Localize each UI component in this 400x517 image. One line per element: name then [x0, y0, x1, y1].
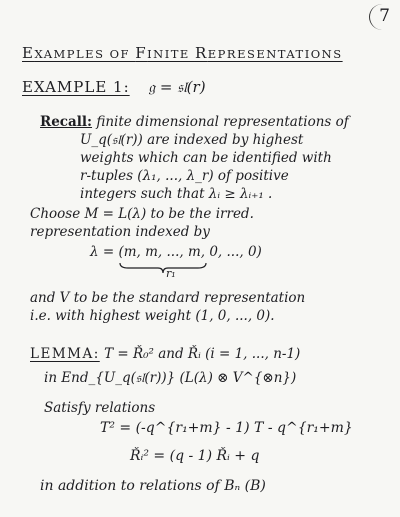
choose-line-2: representation indexed by	[30, 224, 210, 240]
title-part: E	[22, 44, 35, 62]
lemma-line-4: in addition to relations of Bₙ (B)	[40, 478, 266, 494]
recall-line-2: U_q(𝔰𝔩(r)) are indexed by highest	[80, 132, 304, 148]
relation-equation-1: T² = (-q^{r₁+m} - 1) T - q^{r₁+m}	[100, 420, 353, 436]
recall-line-5: integers such that λᵢ ≥ λᵢ₊₁ .	[80, 186, 273, 202]
title-part: EPRESENTATIONS	[207, 47, 343, 61]
recall-text: finite dimensional representations of	[96, 114, 349, 130]
standard-line-2: i.e. with highest weight (1, 0, ..., 0).	[30, 308, 275, 324]
recall-line-3: weights which can be identified with	[80, 150, 332, 166]
recall-line-4: r-tuples (λ₁, ..., λ_r) of positive	[80, 168, 289, 184]
recall-label: Recall:	[40, 114, 93, 130]
relation-equation-2: Řᵢ² = (q - 1) Řᵢ + q	[130, 448, 260, 464]
lambda-tuple	[90, 244, 262, 260]
lemma-line-2: in End_{U_q(𝔰𝔩(r))} (L(λ) ⊗ V^{⊗n})	[44, 370, 297, 386]
standard-line-1: and V to be the standard representation	[30, 290, 306, 306]
choose-line-1: Choose M = L(λ) to be the irred.	[30, 206, 254, 222]
title-part: F	[135, 44, 148, 62]
example-math: 𝔤 = 𝔰𝔩(r)	[148, 78, 206, 96]
page-title	[22, 44, 343, 62]
page-number: 7	[379, 6, 390, 26]
lemma-text: T = Ř₀² and Řᵢ (i = 1, ..., n-1)	[104, 346, 301, 362]
lemma-line-1	[30, 346, 300, 362]
example-heading	[22, 78, 206, 96]
example-label: EXAMPLE 1:	[22, 78, 130, 96]
title-part: INITE	[147, 47, 195, 61]
title-part: XAMPLES OF	[34, 47, 136, 61]
lemma-line-3: Satisfy relations	[44, 400, 156, 416]
recall-line-1	[40, 114, 349, 130]
brace-label: r₁	[166, 267, 176, 280]
lemma-label: LEMMA:	[30, 346, 100, 362]
title-part: R	[194, 44, 208, 62]
lambda-text: λ = (m, m, ..., m, 0, ..., 0)	[90, 244, 262, 260]
underbrace	[118, 261, 208, 275]
